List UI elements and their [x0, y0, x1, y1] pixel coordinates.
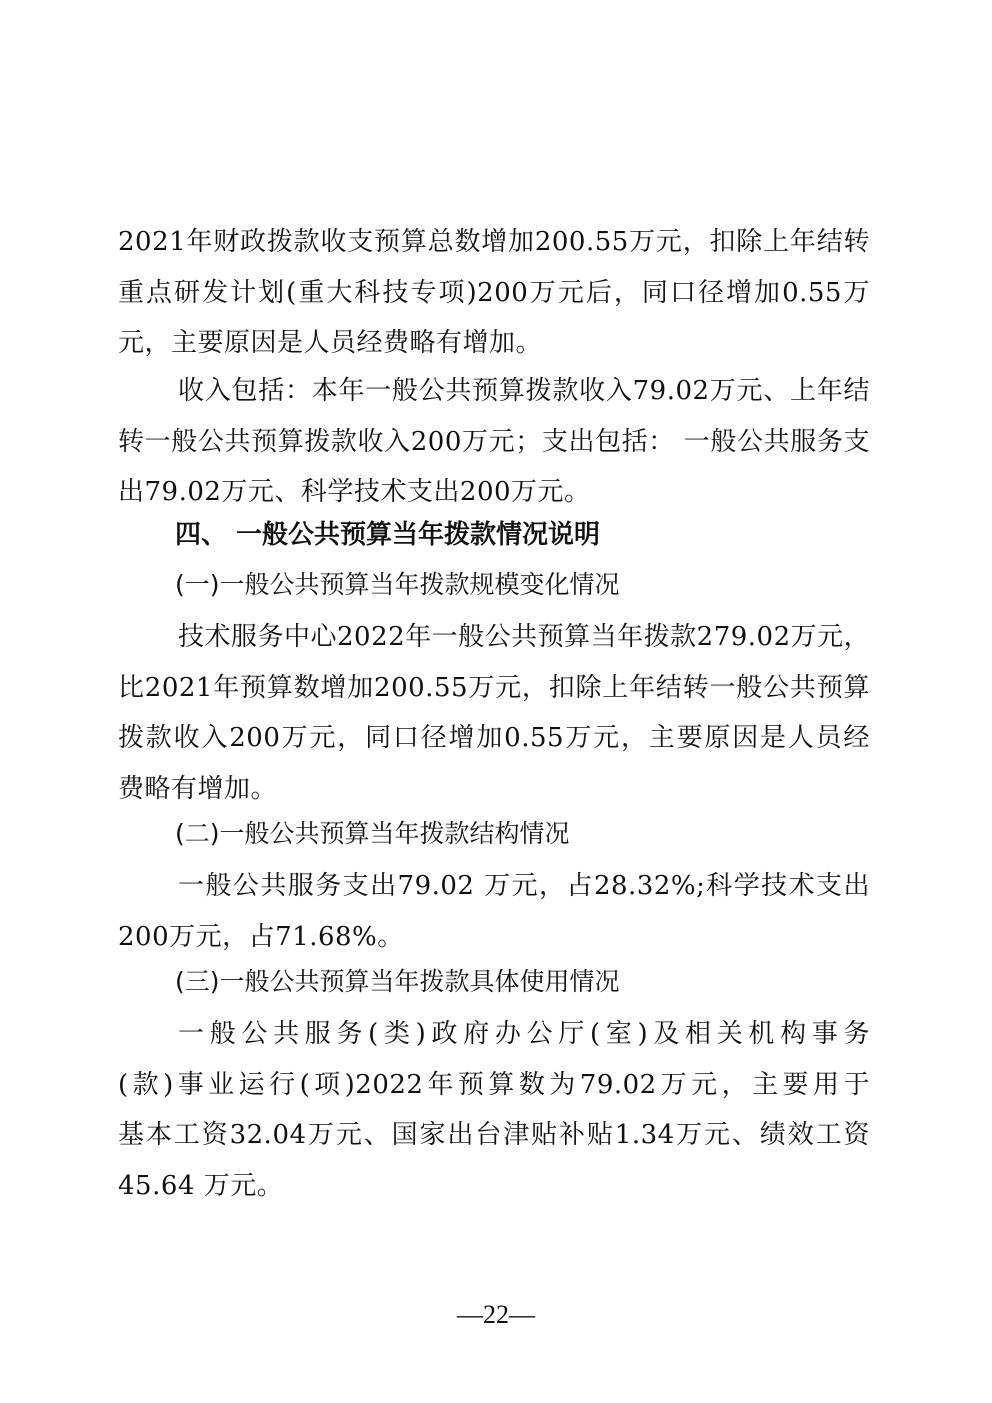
subsection-heading: (三)一般公共预算当年拨款具体使用情况 — [175, 967, 620, 996]
text-line: 费略有增加。 — [118, 774, 278, 804]
subsection-heading: (二)一般公共预算当年拨款结构情况 — [175, 819, 570, 848]
text-line: 一般公共服务支出79.02 万元，占28.32%;科学技术支出 — [178, 871, 870, 901]
text-line: 收入包括：本年一般公共预算拨款收入79.02万元、上年结 — [178, 376, 870, 406]
text-line: 基本工资32.04万元、国家出台津贴补贴1.34万元、绩效工资 — [118, 1120, 870, 1150]
text-line: 45.64 万元。 — [118, 1171, 284, 1201]
text-line: 元，主要原因是人员经费略有增加。 — [118, 328, 543, 358]
text-line: 200万元，占71.68%。 — [118, 922, 404, 952]
text-line: 一般公共服务(类)政府办公厅(室)及相关机构事务 — [178, 1019, 870, 1049]
text-line: 拨款收入200万元，同口径增加0.55万元，主要原因是人员经 — [118, 723, 870, 753]
page-number: —22— — [457, 1300, 535, 1329]
subsection-heading: (一)一般公共预算当年拨款规模变化情况 — [175, 570, 620, 599]
text-line: 比2021年预算数增加200.55万元，扣除上年结转一般公共预算 — [118, 673, 870, 703]
text-line: 2021年财政拨款收支预算总数增加200.55万元，扣除上年结转 — [118, 227, 870, 257]
text-line: 重点研发计划(重大科技专项)200万元后，同口径增加0.55万 — [118, 278, 870, 308]
section-heading: 四、 一般公共预算当年拨款情况说明 — [175, 520, 601, 550]
text-line: 转一般公共预算拨款收入200万元；支出包括： 一般公共服务支 — [118, 427, 870, 457]
text-line: (款)事业运行(项)2022年预算数为79.02万元，主要用于 — [118, 1070, 870, 1100]
text-line: 出79.02万元、科学技术支出200万元。 — [118, 477, 591, 507]
text-line: 技术服务中心2022年一般公共预算当年拨款279.02万元， — [178, 622, 871, 652]
